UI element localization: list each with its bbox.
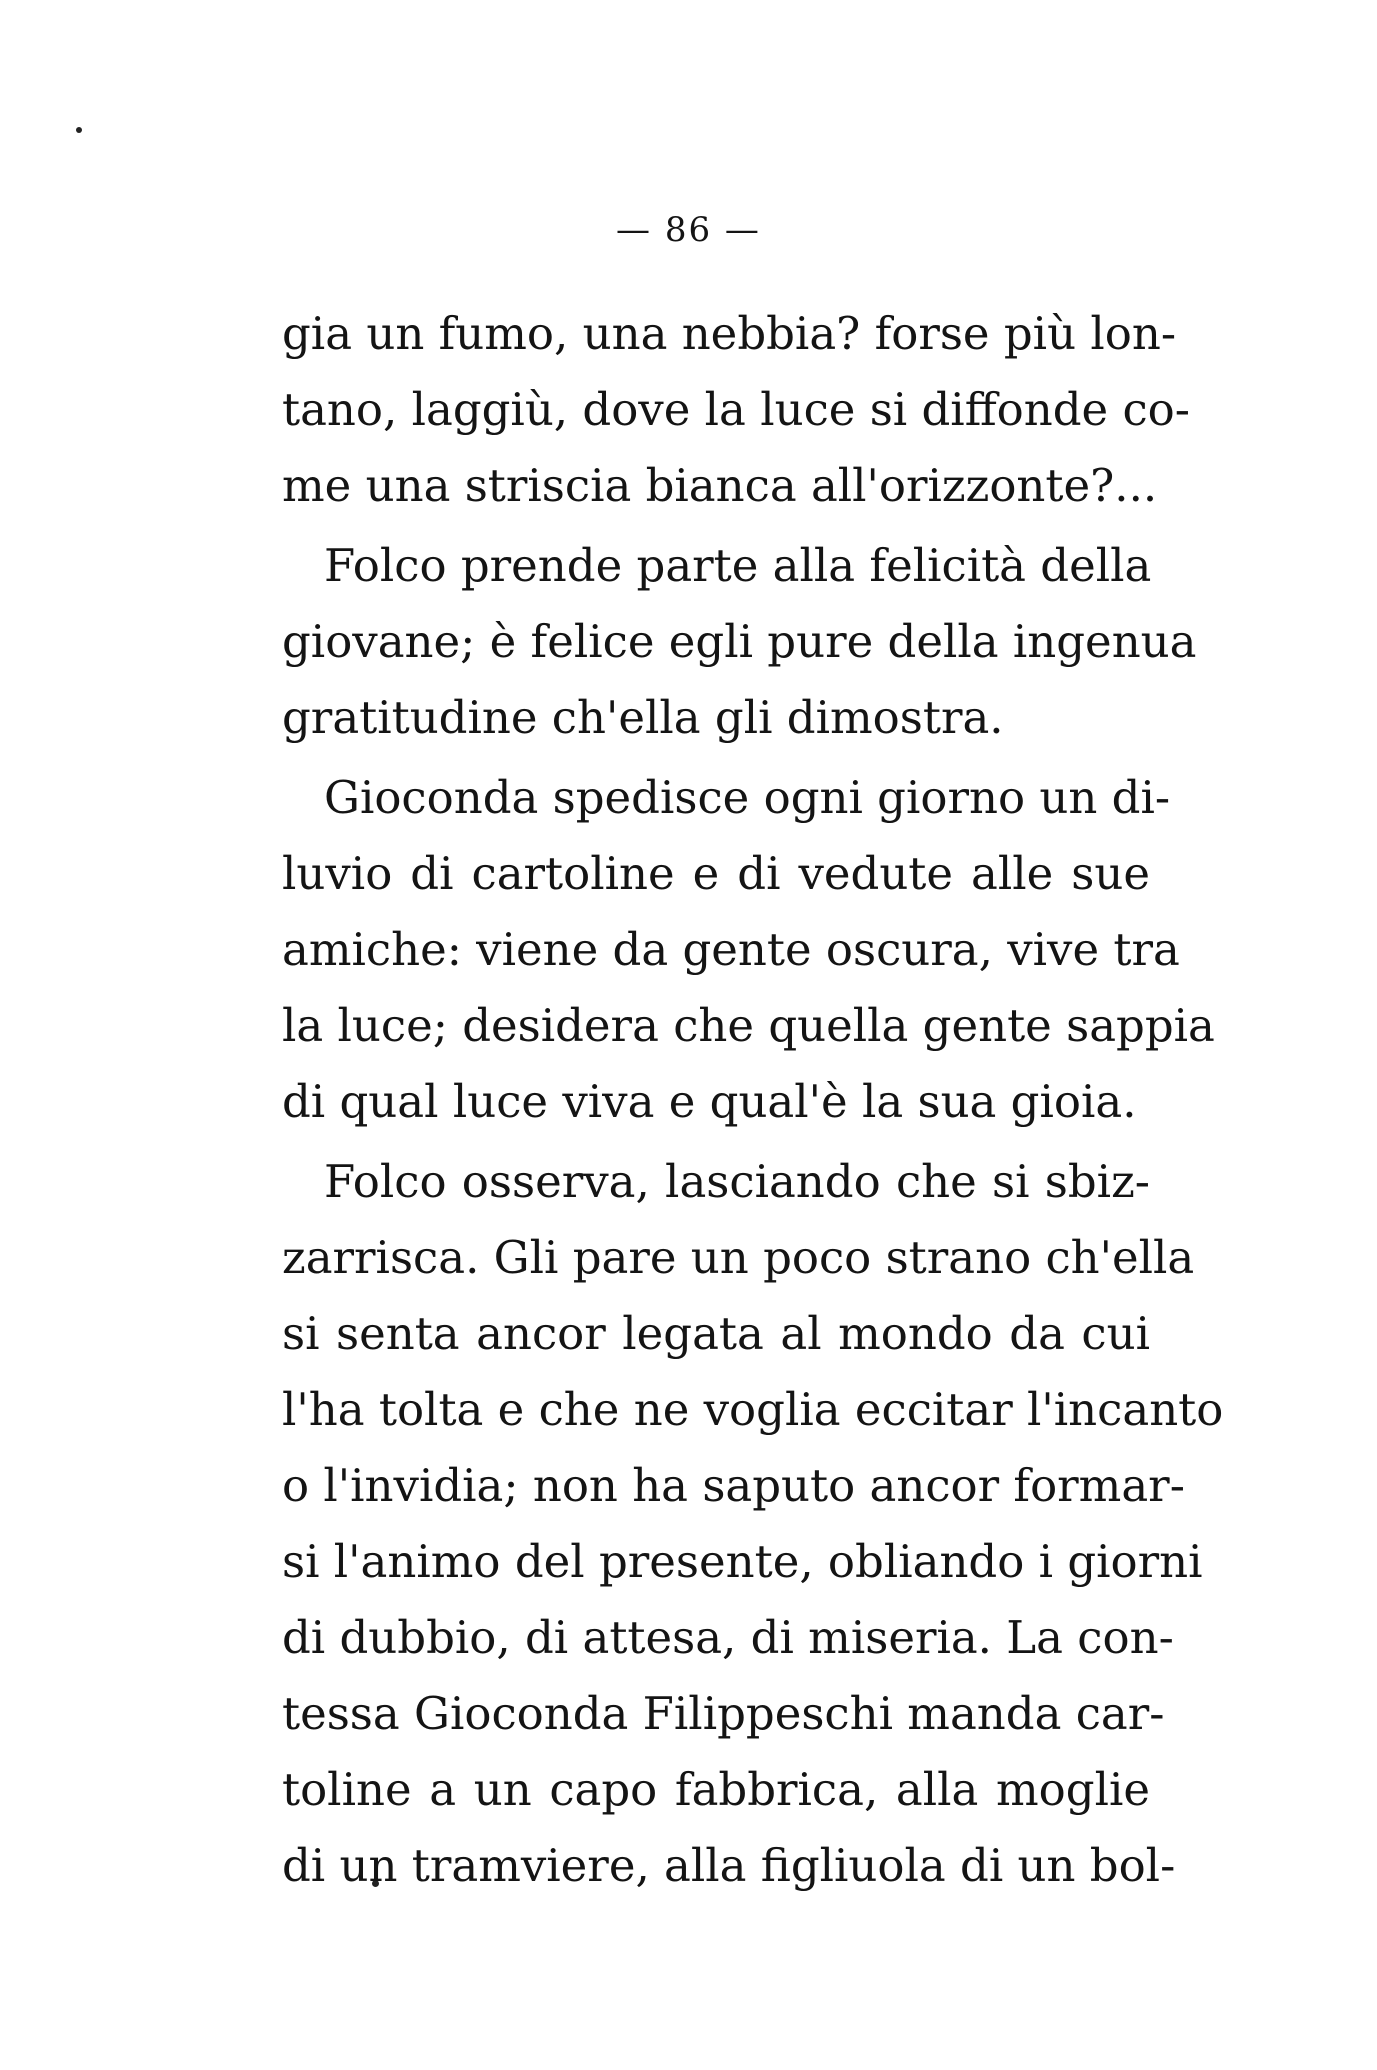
text-line: gratitudine ch'ella gli dimostra. xyxy=(282,691,1004,744)
text-line: amiche: viene da gente oscura, vive tra xyxy=(282,923,1180,976)
text-line: me una striscia bianca all'orizzonte?... xyxy=(282,459,1158,512)
text-line: si senta ancor legata al mondo da cui xyxy=(282,1307,1150,1360)
text-line: Folco prende parte alla felicità della xyxy=(324,539,1152,592)
text-line: di dubbio, di attesa, di miseria. La con- xyxy=(282,1611,1174,1664)
text-line: di un tramviere, alla figliuola di un bol- xyxy=(282,1839,1176,1892)
scan-speck-top xyxy=(76,127,82,133)
text-line: di qual luce viva e qual'è la sua gioia. xyxy=(282,1075,1137,1128)
page-number: — 86 — xyxy=(616,210,761,250)
text-line: luvio di cartoline e di vedute alle sue xyxy=(282,847,1150,900)
text-line: l'ha tolta e che ne voglia eccitar l'incanto xyxy=(282,1383,1224,1436)
text-line: o l'invidia; non ha saputo ancor formar- xyxy=(282,1459,1185,1512)
text-line: la luce; desidera che quella gente sappia xyxy=(282,999,1215,1052)
text-line: Gioconda spedisce ogni giorno un di- xyxy=(324,771,1171,824)
text-line: gia un fumo, una nebbia? forse più lon- xyxy=(282,307,1177,360)
text-line: tessa Gioconda Filippeschi manda car- xyxy=(282,1687,1165,1740)
text-line: toline a un capo fabbrica, alla moglie xyxy=(282,1763,1150,1816)
text-line: si l'animo del presente, obliando i giorni xyxy=(282,1535,1203,1588)
text-line: giovane; è felice egli pure della ingenua xyxy=(282,615,1197,668)
text-line: zarrisca. Gli pare un poco strano ch'ella xyxy=(282,1231,1195,1284)
body-text xyxy=(282,296,1224,1904)
text-line: Folco osserva, lasciando che si sbiz- xyxy=(324,1155,1150,1208)
text-line: tano, laggiù, dove la luce si diffonde co- xyxy=(282,383,1190,436)
